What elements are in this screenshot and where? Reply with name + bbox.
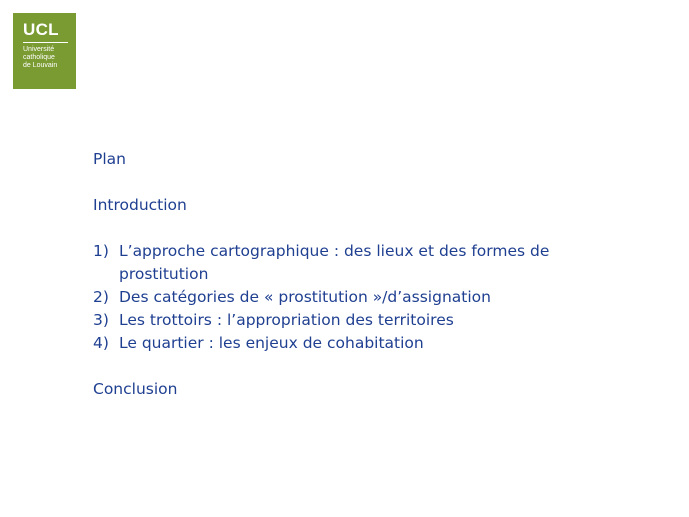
- spacer: [93, 217, 613, 240]
- plan-item-text: Le quartier : les enjeux de cohabitation: [119, 334, 424, 352]
- logo-line-2: catholique: [23, 54, 55, 61]
- ucl-logo: [13, 13, 76, 89]
- slide-title: Plan: [93, 150, 126, 168]
- plan-list: [93, 240, 613, 355]
- spacer: [93, 355, 613, 378]
- plan-item-number: 2): [93, 288, 109, 306]
- introduction-heading: Introduction: [93, 196, 187, 214]
- logo-divider: [23, 42, 68, 43]
- conclusion-heading: Conclusion: [93, 380, 178, 398]
- plan-item-4: [93, 332, 613, 355]
- spacer: [93, 171, 613, 194]
- logo-line-1: Université: [23, 46, 55, 53]
- plan-item-2: [93, 286, 613, 309]
- plan-item-text: L’approche cartographique : des lieux et des formes de prostitution: [119, 242, 550, 283]
- plan-item-3: [93, 309, 613, 332]
- logo-abbreviation: UCL: [23, 20, 59, 39]
- slide-content: [93, 148, 613, 401]
- plan-item-number: 3): [93, 311, 109, 329]
- plan-item-number: 1): [93, 242, 109, 260]
- plan-item-text: Les trottoirs : l’appropriation des territoires: [119, 311, 454, 329]
- plan-item-1: [93, 240, 613, 286]
- plan-item-number: 4): [93, 334, 109, 352]
- logo-line-3: de Louvain: [23, 62, 58, 69]
- plan-item-text: Des catégories de « prostitution »/d’assignation: [119, 288, 491, 306]
